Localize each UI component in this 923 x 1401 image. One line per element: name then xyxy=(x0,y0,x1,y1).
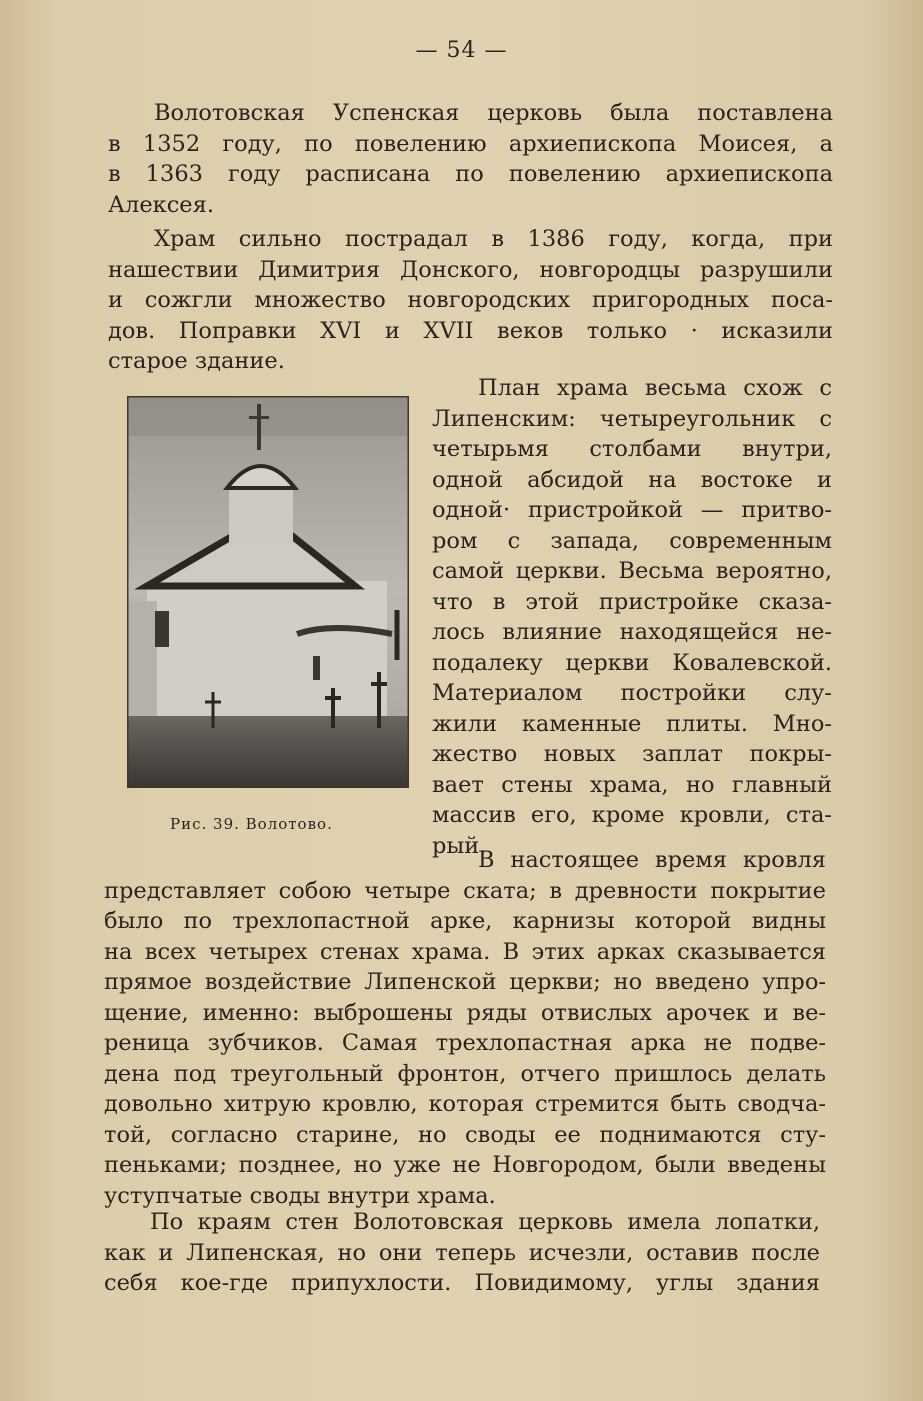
text-line: одной· пристройкой — притво- xyxy=(432,497,832,523)
text-line: рый. xyxy=(432,832,487,859)
paragraph-1 xyxy=(108,98,833,220)
text-line: довольно хитрую кровлю, которая стремится быть сводча- xyxy=(104,1091,826,1117)
church-photo xyxy=(127,396,409,788)
text-line: нашествии Димитрия Донского, новгородцы разрушили xyxy=(108,256,833,283)
paragraph-3 xyxy=(432,373,832,861)
text-line: в 1352 году, по повелению архиепископа Моисея, а xyxy=(108,130,833,157)
text-line: вает стены храма, но главный xyxy=(432,771,832,798)
text-line: План храма весьма схож с xyxy=(478,375,832,401)
text-line: лось влияние находящейся не- xyxy=(432,619,832,645)
text-line: четырьмя столбами внутри, xyxy=(432,436,832,462)
text-line: в 1363 году расписана по повелению архиепископа xyxy=(108,161,833,187)
text-line: самой церкви. Весьма вероятно, xyxy=(432,558,832,584)
text-line: что в этой пристройке сказа- xyxy=(432,588,832,615)
figure-caption: Рис. 39. Волотово. xyxy=(170,815,333,833)
text-line: Алексея. xyxy=(108,191,214,218)
text-line: Храм сильно пострадал в 1386 году, когда, при xyxy=(154,226,833,252)
text-line: представляет собою четыре ската; в древности покрытие xyxy=(104,877,826,904)
text-line: Материалом постройки слу- xyxy=(432,680,832,706)
text-line: старое здание. xyxy=(108,348,285,374)
text-line: реница зубчиков. Самая трехлопастная арка не подве- xyxy=(104,1030,826,1056)
text-line: как и Липенская, но они теперь исчезли, оставив после xyxy=(104,1239,820,1266)
text-line: ром с запада, современным xyxy=(432,527,832,554)
paragraph-4 xyxy=(104,845,826,1211)
text-line: подалеку церкви Ковалевской. xyxy=(432,649,832,676)
text-line: дов. Поправки XVI и XVII веков только · исказили xyxy=(108,317,833,344)
text-line: уступчатые своды внутри храма. xyxy=(104,1182,496,1209)
text-line: По краям стен Волотовская церковь имела лопатки, xyxy=(150,1209,820,1235)
paragraph-5 xyxy=(104,1207,820,1299)
text-line: Липенским: четыреугольник с xyxy=(432,405,832,432)
text-line: и сожгли множество новгородских пригородных поса- xyxy=(108,287,833,313)
text-line: жили каменные плиты. Мно- xyxy=(432,710,832,737)
page-number: — 54 — xyxy=(415,38,508,63)
text-line: прямое воздействие Липенской церкви; но введено упро- xyxy=(104,969,826,995)
text-line: на всех четырех стенах храма. В этих арках сказывается xyxy=(104,938,826,965)
text-line: было по трехлопастной арке, карнизы которой видны xyxy=(104,908,826,934)
text-line: массив его, кроме кровли, ста- xyxy=(432,802,832,828)
text-line: той, согласно старине, но своды ее поднимаются сту- xyxy=(104,1121,826,1148)
text-line: одной абсидой на востоке и xyxy=(432,466,832,493)
text-line: себя кое-где припухлости. Повидимому, углы здания xyxy=(104,1270,820,1296)
text-line: пеньками; позднее, но уже не Новгородом, были введены xyxy=(104,1152,826,1178)
text-line: жество новых заплат покры- xyxy=(432,741,832,767)
paragraph-2 xyxy=(108,224,833,377)
text-line: Волотовская Успенская церковь была поставлена xyxy=(154,100,833,126)
text-line: В настоящее время кровля xyxy=(478,847,826,873)
text-line: щение, именно: выброшены ряды отвислых арочек и ве- xyxy=(104,999,826,1026)
text-line: дена под треугольный фронтон, отчего пришлось делать xyxy=(104,1060,826,1087)
